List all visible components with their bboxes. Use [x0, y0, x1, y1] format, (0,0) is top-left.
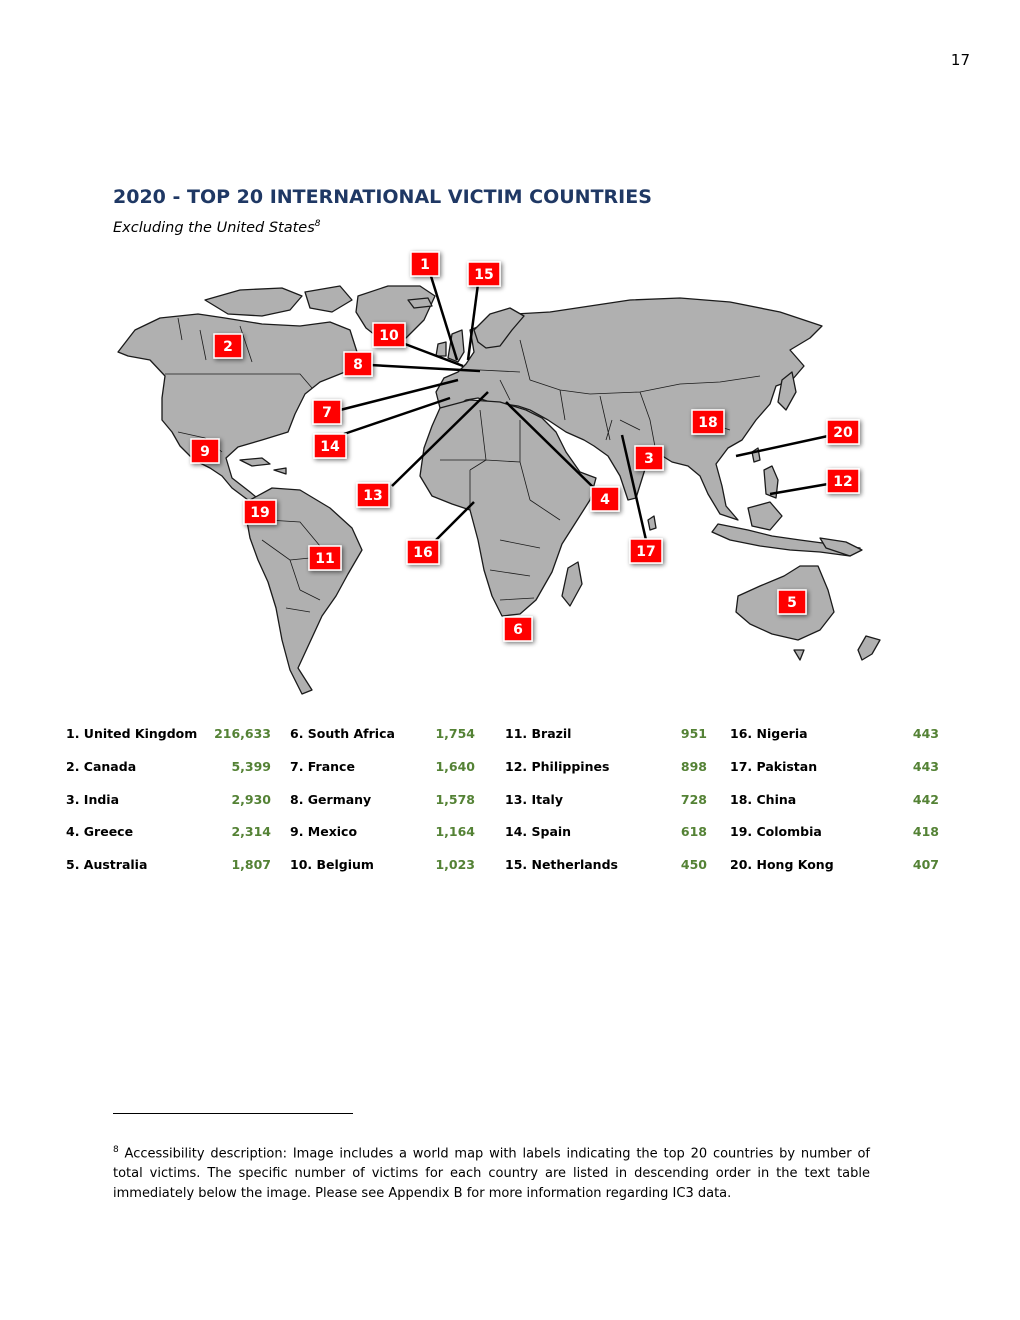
arctic-islands-land-2 — [305, 286, 352, 312]
ranking-row — [730, 726, 939, 744]
ranking-row — [505, 792, 707, 810]
ranking-country: 6. South Africa — [290, 726, 395, 741]
ranking-value: 216,633 — [214, 726, 271, 741]
page-number: 17 — [950, 51, 970, 69]
map-marker-9 — [191, 439, 219, 463]
map-marker-14 — [314, 434, 346, 458]
map-marker-label: 17 — [636, 544, 656, 560]
ireland-land — [436, 342, 446, 356]
arctic-islands-land — [205, 288, 302, 316]
ranking-country: 20. Hong Kong — [730, 857, 834, 872]
new-zealand-land — [858, 636, 880, 660]
ranking-row — [66, 824, 271, 842]
map-marker-label: 15 — [474, 267, 494, 283]
map-marker-label: 19 — [250, 505, 270, 521]
ranking-value: 450 — [680, 857, 707, 872]
leader-line-20 — [736, 436, 828, 456]
map-marker-12 — [827, 469, 859, 493]
leader-line-16 — [436, 502, 474, 540]
ranking-country: 5. Australia — [66, 857, 148, 872]
ranking-country: 11. Brazil — [505, 726, 572, 741]
ranking-country: 3. India — [66, 792, 120, 807]
ranking-country: 19. Colombia — [730, 824, 822, 839]
ranking-row — [505, 726, 707, 744]
map-marker-label: 13 — [363, 488, 383, 504]
ranking-row — [66, 792, 271, 810]
map-marker-label: 3 — [644, 451, 654, 467]
map-marker-19 — [244, 500, 276, 524]
ranking-row — [66, 726, 271, 744]
ranking-value: 2,314 — [231, 824, 271, 839]
map-marker-8 — [344, 352, 372, 376]
ranking-row — [290, 759, 475, 777]
ranking-value: 1,754 — [435, 726, 475, 741]
footnote-divider — [113, 1113, 353, 1114]
map-marker-label: 10 — [379, 328, 399, 344]
footnote — [113, 1140, 870, 1204]
borneo-land — [748, 502, 782, 530]
footnote-number: 8 — [113, 1145, 119, 1155]
ranking-row — [290, 726, 475, 744]
map-marker-label: 8 — [353, 357, 363, 373]
map-marker-label: 12 — [833, 474, 853, 490]
madagascar-land — [562, 562, 582, 606]
ranking-country: 17. Pakistan — [730, 759, 818, 774]
map-marker-label: 16 — [413, 545, 433, 561]
ranking-row — [66, 759, 271, 777]
caribbean-land — [240, 458, 286, 474]
ranking-row — [730, 824, 939, 842]
map-marker-label: 4 — [600, 492, 610, 508]
ranking-country: 10. Belgium — [290, 857, 374, 872]
map-marker-15 — [468, 262, 500, 286]
map-marker-3 — [635, 446, 663, 470]
ranking-value: 898 — [680, 759, 707, 774]
ranking-country: 13. Italy — [505, 792, 563, 807]
ranking-value: 1,640 — [435, 759, 475, 774]
map-marker-1 — [411, 252, 439, 276]
ranking-row — [290, 824, 475, 842]
ranking-country: 9. Mexico — [290, 824, 358, 839]
ranking-value: 1,578 — [435, 792, 475, 807]
ranking-value: 1,807 — [231, 857, 271, 872]
world-map — [0, 240, 1020, 705]
map-marker-5 — [778, 590, 806, 614]
ranking-row — [730, 857, 939, 875]
ranking-value: 951 — [680, 726, 707, 741]
ranking-country: 15. Netherlands — [505, 857, 618, 872]
ranking-row — [505, 857, 707, 875]
ranking-row — [505, 824, 707, 842]
map-marker-label: 11 — [315, 551, 335, 567]
sri-lanka-land — [648, 516, 656, 530]
subtitle — [113, 219, 321, 236]
map-marker-20 — [827, 420, 859, 444]
ranking-country: 2. Canada — [66, 759, 137, 774]
map-marker-label: 7 — [322, 405, 332, 421]
ranking-row — [730, 759, 939, 777]
map-marker-11 — [309, 546, 341, 570]
map-marker-label: 6 — [513, 622, 523, 638]
ranking-country: 1. United Kingdom — [66, 726, 198, 741]
ranking-value: 1,164 — [435, 824, 475, 839]
ranking-country: 12. Philippines — [505, 759, 610, 774]
ranking-value: 5,399 — [231, 759, 271, 774]
ranking-value: 407 — [912, 857, 939, 872]
map-marker-10 — [373, 323, 405, 347]
map-marker-label: 18 — [698, 415, 718, 431]
tasmania-land — [794, 650, 804, 660]
map-marker-16 — [407, 540, 439, 564]
footnote-text: Accessibility description: Image includes a world map with labels indicating the top 20 countries by number of total victims. The specific number of victims for each country are listed in descending order in the text table immediately below the image. Please see Appendix B for more information regarding IC3 data. — [113, 1146, 870, 1202]
ranking-country: 4. Greece — [66, 824, 134, 839]
map-marker-13 — [357, 483, 389, 507]
map-marker-label: 5 — [787, 595, 797, 611]
map-marker-label: 14 — [320, 439, 340, 455]
ranking-value: 443 — [912, 759, 939, 774]
page-title: 2020 - TOP 20 INTERNATIONAL VICTIM COUNTRIES — [113, 186, 652, 208]
map-marker-6 — [504, 617, 532, 641]
ranking-value: 1,023 — [435, 857, 475, 872]
map-marker-label: 9 — [200, 444, 210, 460]
ranking-country: 7. France — [290, 759, 355, 774]
subtitle-text: Excluding the United States — [113, 219, 315, 236]
ranking-row — [730, 792, 939, 810]
ranking-country: 14. Spain — [505, 824, 572, 839]
ranking-country: 18. China — [730, 792, 797, 807]
ranking-country: 16. Nigeria — [730, 726, 808, 741]
map-marker-17 — [630, 539, 662, 563]
map-marker-label: 2 — [223, 339, 233, 355]
ranking-country: 8. Germany — [290, 792, 372, 807]
ranking-row — [505, 759, 707, 777]
ranking-value: 2,930 — [231, 792, 271, 807]
ranking-value: 443 — [912, 726, 939, 741]
map-marker-7 — [313, 400, 341, 424]
ranking-row — [66, 857, 271, 875]
leader-line-12 — [770, 484, 828, 494]
map-marker-4 — [591, 487, 619, 511]
ranking-value: 618 — [680, 824, 707, 839]
ranking-row — [290, 857, 475, 875]
ranking-value: 728 — [680, 792, 707, 807]
ranking-value: 418 — [912, 824, 939, 839]
map-marker-label: 1 — [420, 257, 430, 273]
ranking-row — [290, 792, 475, 810]
map-marker-2 — [214, 334, 242, 358]
ranking-value: 442 — [912, 792, 939, 807]
map-marker-label: 20 — [833, 425, 853, 441]
footnote-ref: 8 — [314, 219, 321, 229]
map-marker-18 — [692, 410, 724, 434]
